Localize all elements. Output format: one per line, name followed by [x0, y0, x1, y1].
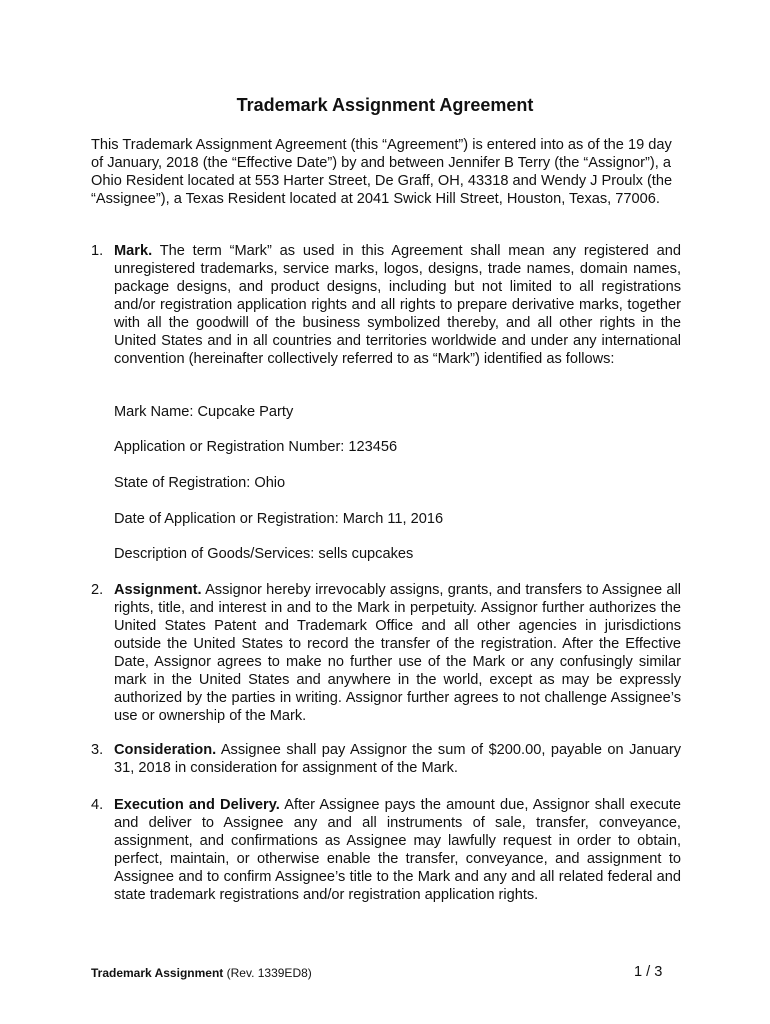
section-mark — [91, 242, 681, 368]
goods-services-description: Description of Goods/Services: sells cupcakes — [114, 546, 414, 562]
section-number: 1. — [91, 243, 104, 259]
registration-date: Date of Application or Registration: March 11, 2016 — [114, 511, 444, 527]
page-number: 1 / 3 — [634, 964, 663, 980]
section-heading: Execution and Delivery. — [114, 797, 280, 813]
section-execution-delivery — [91, 796, 681, 904]
section-assignment — [91, 581, 681, 725]
intro-paragraph: This Trademark Assignment Agreement (this “Agreement”) is entered into as of the 19 day of January, 2018 (the “Effective Date”) by and between Jennifer B Terry (the “Assignor”), a Ohio Resident located at 553 Harter Street, De Graff, OH, 43318 and Wendy J Proulx (the “Assignee”), a Texas Resident located at 2041 Swick Hill Street, Houston, Texas, 77006. — [91, 137, 673, 207]
section-text: The term “Mark” as used in this Agreement shall mean any registered and unregistered trademarks, service marks, logos, designs, trade names, domain names, package designs, and product designs, including but not limited to all registrations and/or registration application rights and all rights to prepare derivative marks, together with all the goodwill of the business symbolized thereby, and all other rights in the United States and in all countries and territories worldwide and under any international convention (hereinafter collectively referred to as “Mark”) identified as follows: — [114, 243, 681, 367]
registration-number: Application or Registration Number: 123456 — [114, 439, 398, 455]
section-text: Assignee shall pay Assignor the sum of $200.00, payable on January 31, 2018 in consideration for assignment of the Mark. — [114, 742, 681, 776]
footer-title: Trademark Assignment — [91, 966, 224, 980]
section-number: 2. — [91, 582, 104, 598]
section-heading: Mark. — [114, 243, 153, 259]
footer-document-name — [91, 964, 312, 982]
mark-name: Mark Name: Cupcake Party — [114, 404, 294, 420]
section-text: Assignor hereby irrevocably assigns, grants, and transfers to Assignee all rights, title, and interest in and to the Mark in perpetuity. Assignor further authorizes the United States Patent and Trademark Office and all other agencies in jurisdictions outside the United States to record the transfer of the registration. After the Effective Date, Assignor agrees to make no further use of the Mark or any confusingly similar mark in the United States and anywhere in the world, except as may be expressly authorized by the parties in writing. Assignor further agrees to not challenge Assignee’s use or ownership of the Mark. — [114, 582, 681, 724]
footer-revision: (Rev. 1339ED8) — [226, 966, 312, 980]
section-number: 3. — [91, 742, 104, 758]
section-number: 4. — [91, 797, 104, 813]
section-consideration — [91, 741, 681, 777]
document-title: Trademark Assignment Agreement — [236, 95, 534, 115]
section-text: After Assignee pays the amount due, Assignor shall execute and deliver to Assignee any and all instruments of sale, transfer, conveyance, assignment, and confirmations as Assignee may lawfully request in order to obtain, perfect, maintain, or otherwise enable the transfer, conveyance, and assignment to Assignee and to confirm Assignee’s title to the Mark and any and all related federal and state trademark registrations and/or registration application rights. — [114, 797, 682, 903]
section-heading: Assignment. — [114, 582, 202, 598]
registration-state: State of Registration: Ohio — [114, 475, 286, 491]
section-heading: Consideration. — [114, 742, 217, 758]
